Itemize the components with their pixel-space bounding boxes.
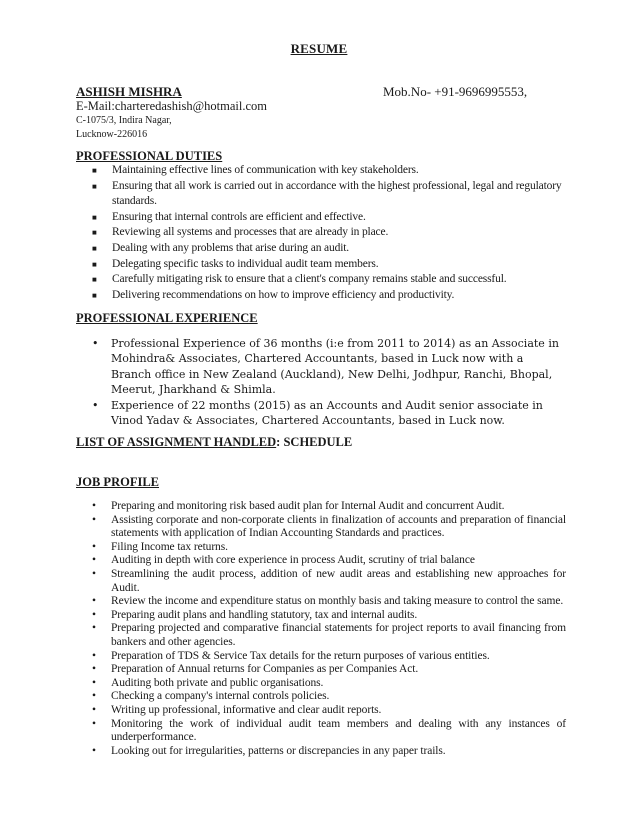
round-bullet-icon: • bbox=[92, 622, 96, 635]
section-heading-experience: PROFESSIONAL EXPERIENCE bbox=[76, 311, 258, 325]
list-item-text: Review the income and expenditure status on monthly basis and taking measure to control the same. bbox=[111, 595, 564, 608]
list-item bbox=[76, 272, 576, 288]
round-bullet-icon: • bbox=[92, 717, 96, 730]
list-item-text: Looking out for irregularities, patterns or discrepancies in any paper trails. bbox=[111, 744, 446, 757]
list-item-text: Dealing with any problems that arise during an audit. bbox=[112, 241, 350, 254]
round-bullet-icon: • bbox=[92, 608, 96, 621]
round-bullet-icon: • bbox=[92, 595, 96, 608]
email-address: E-Mail:charteredashish@hotmail.com bbox=[76, 99, 267, 113]
section-heading-assignments bbox=[76, 435, 352, 450]
list-item-text: Auditing both private and public organisations. bbox=[111, 676, 324, 689]
list-item-text: Ensuring that all work is carried out in accordance with the highest professional, legal and regulatory standards. bbox=[112, 179, 562, 208]
round-bullet-icon: • bbox=[92, 663, 96, 676]
list-item bbox=[76, 241, 576, 257]
mobile-number: Mob.No- +91-9696995553, bbox=[383, 84, 528, 99]
list-item bbox=[76, 179, 576, 210]
list-item bbox=[76, 663, 566, 677]
square-bullet-icon: ■ bbox=[92, 228, 97, 238]
list-item bbox=[76, 568, 566, 595]
list-item bbox=[76, 225, 576, 241]
list-item bbox=[76, 554, 566, 568]
list-item bbox=[76, 398, 566, 429]
list-item bbox=[76, 622, 566, 649]
square-bullet-icon: ■ bbox=[92, 275, 97, 285]
list-item bbox=[76, 500, 566, 514]
list-item bbox=[76, 541, 566, 555]
list-item-text: Professional Experience of 36 months (i:e from 2011 to 2014) as an Associate in Mohindra& Associates, Chartered Accountants, based in Luck now with a Branch office in New Zealand (Auckland), New Delhi, Jodhpur, Ranchi, Bhopal, Meerut, Jharkhand & Shimla. bbox=[111, 337, 559, 397]
list-item-text: Maintaining effective lines of communication with key stakeholders. bbox=[112, 164, 419, 176]
list-item-text: Preparing audit plans and handling statutory, tax and internal audits. bbox=[111, 608, 418, 621]
list-item-text: Delivering recommendations on how to improve efficiency and productivity. bbox=[112, 288, 455, 301]
round-bullet-icon: • bbox=[92, 337, 99, 350]
round-bullet-icon: • bbox=[92, 398, 99, 412]
round-bullet-icon: • bbox=[92, 676, 96, 689]
list-item-text: Streamlining the audit process, addition of new audit areas and establishing new approaches for Audit. bbox=[111, 567, 566, 594]
list-item bbox=[76, 210, 576, 226]
list-item bbox=[76, 514, 566, 541]
experience-list bbox=[76, 336, 566, 428]
square-bullet-icon: ■ bbox=[92, 166, 97, 175]
section-heading-duties: PROFESSIONAL DUTIES bbox=[76, 149, 223, 163]
square-bullet-icon: ■ bbox=[92, 212, 97, 222]
job-profile-list bbox=[76, 500, 566, 758]
list-item-text: Carefully mitigating risk to ensure that a client's company remains stable and successful. bbox=[112, 273, 507, 286]
list-item bbox=[76, 595, 566, 609]
round-bullet-icon: • bbox=[92, 500, 96, 512]
round-bullet-icon: • bbox=[92, 649, 96, 662]
list-item bbox=[76, 704, 566, 718]
list-item bbox=[76, 718, 566, 745]
list-item-text: Experience of 22 months (2015) as an Accounts and Audit senior associate in Vinod Yadav & Associates, Chartered Accountants, based in Luck now. bbox=[111, 398, 543, 428]
assignment-heading-rest: : SCHEDULE bbox=[276, 435, 353, 449]
assignment-heading-underlined: LIST OF ASSIGNMENT HANDLED bbox=[76, 435, 277, 449]
round-bullet-icon: • bbox=[92, 690, 96, 703]
list-item bbox=[76, 336, 566, 398]
square-bullet-icon: ■ bbox=[92, 181, 97, 191]
list-item-text: Monitoring the work of individual audit team members and dealing with any instances of underperformance. bbox=[111, 717, 566, 744]
duties-list bbox=[76, 163, 576, 303]
list-item-text: Checking a company's internal controls policies. bbox=[111, 690, 330, 703]
round-bullet-icon: • bbox=[92, 703, 96, 716]
list-item bbox=[76, 257, 576, 273]
square-bullet-icon: ■ bbox=[92, 259, 97, 269]
round-bullet-icon: • bbox=[92, 744, 96, 757]
list-item-text: Filing Income tax returns. bbox=[111, 540, 228, 553]
list-item-text: Delegating specific tasks to individual audit team members. bbox=[112, 257, 379, 270]
list-item bbox=[76, 609, 566, 623]
list-item bbox=[76, 163, 576, 179]
square-bullet-icon: ■ bbox=[92, 243, 97, 253]
list-item bbox=[76, 288, 576, 304]
list-item-text: Ensuring that internal controls are efficient and effective. bbox=[112, 210, 366, 223]
list-item-text: Auditing in depth with core experience in process Audit, scrutiny of trial balance bbox=[111, 554, 475, 567]
round-bullet-icon: • bbox=[92, 540, 96, 553]
list-item-text: Writing up professional, informative and clear audit reports. bbox=[111, 703, 382, 716]
list-item bbox=[76, 745, 566, 759]
list-item-text: Reviewing all systems and processes that are already in place. bbox=[112, 226, 389, 239]
round-bullet-icon: • bbox=[92, 513, 96, 526]
list-item bbox=[76, 650, 566, 664]
list-item-text: Preparation of Annual returns for Companies as per Companies Act. bbox=[111, 663, 419, 676]
address-line-1: C-1075/3, Indira Nagar, bbox=[76, 115, 172, 126]
list-item-text: Assisting corporate and non-corporate clients in finalization of accounts and preparation of financial statements with application of Indian Accounting Standards and practices. bbox=[111, 513, 566, 540]
list-item bbox=[76, 677, 566, 691]
list-item bbox=[76, 690, 566, 704]
round-bullet-icon: • bbox=[92, 554, 96, 567]
round-bullet-icon: • bbox=[92, 567, 96, 580]
list-item-text: Preparing projected and comparative financial statements for project reports to avail financing from bankers and other agencies. bbox=[111, 622, 566, 648]
section-heading-job-profile: JOB PROFILE bbox=[76, 475, 159, 489]
list-item-text: Preparing and monitoring risk based audit plan for Internal Audit and concurrent Audit. bbox=[111, 500, 505, 512]
page-title: RESUME bbox=[290, 41, 348, 56]
address-line-2: Lucknow-226016 bbox=[76, 129, 148, 140]
candidate-name: ASHISH MISHRA bbox=[76, 84, 182, 99]
list-item-text: Preparation of TDS & Service Tax details for the return purposes of various entities. bbox=[111, 649, 490, 662]
square-bullet-icon: ■ bbox=[92, 290, 97, 300]
